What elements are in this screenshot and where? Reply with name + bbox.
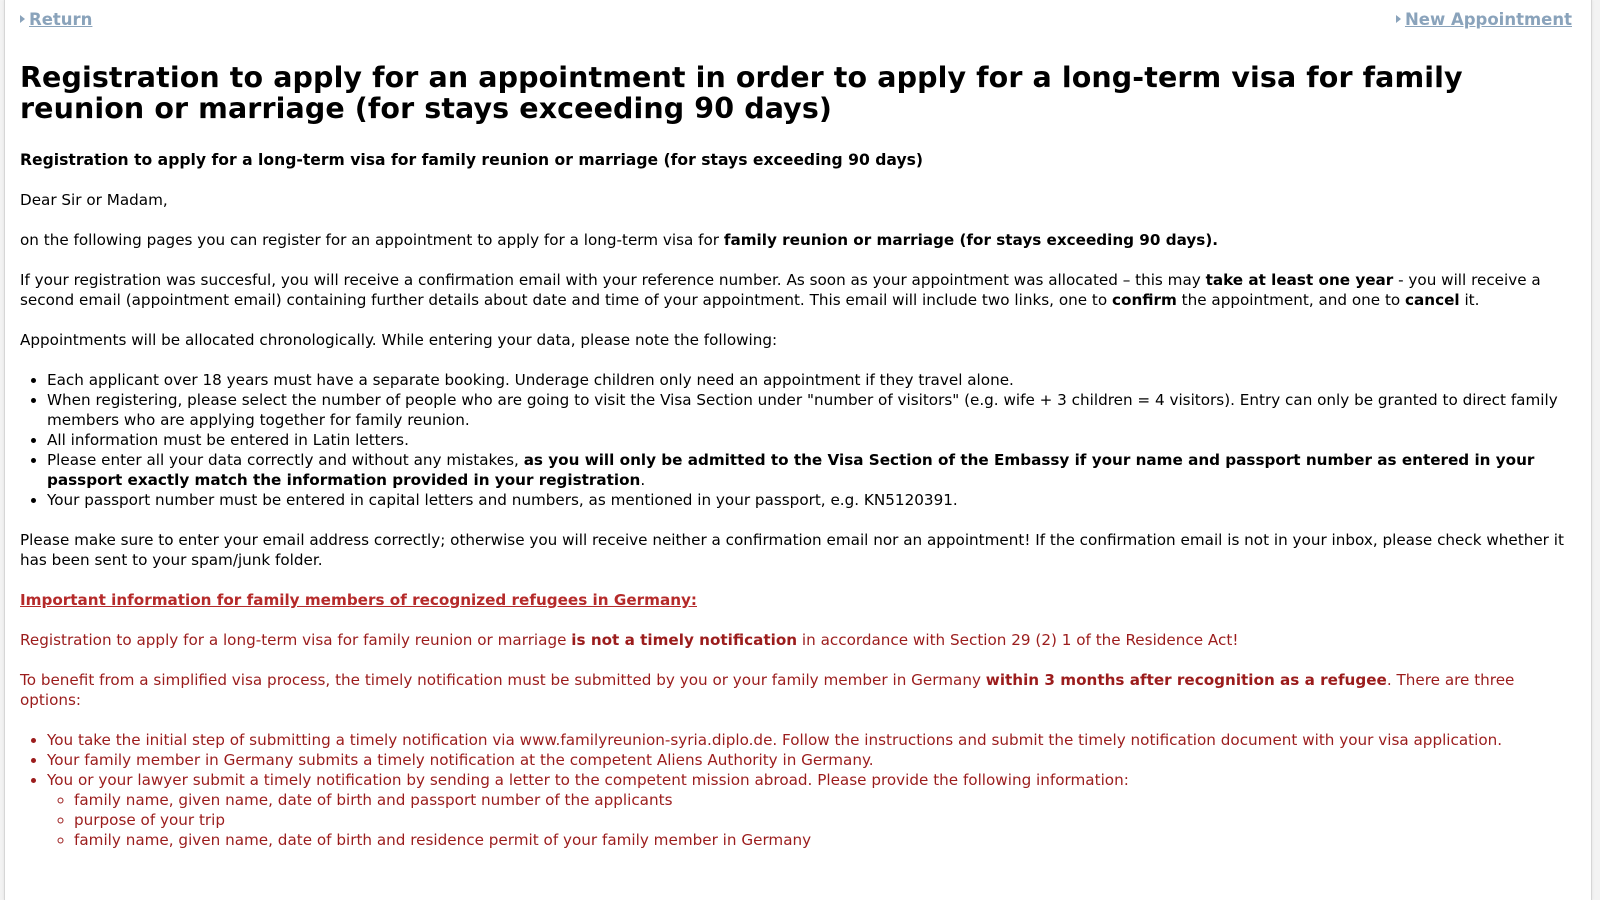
intro-paragraph bbox=[20, 230, 1572, 250]
page-subtitle: Registration to apply for a long-term visa for family reunion or marriage (for stays exceeding 90 days) bbox=[20, 151, 924, 169]
refugee-paragraph-2 bbox=[20, 670, 1572, 710]
refugee-p2-bold: within 3 months after recognition as a refugee bbox=[985, 671, 1387, 689]
confirmation-bold-3: cancel bbox=[1405, 291, 1460, 309]
list-item: • When registering, please select the number of people who are going to visit the Visa Section under "number of visitors" (e.g. wife + 3 children = 4 visitors). Entry can only be granted to direct family members who are applying together for family reunion. bbox=[47, 390, 1572, 430]
rule-4-text: Please enter all your data correctly and without any mistakes, bbox=[47, 451, 524, 469]
list-item: • Your passport number must be entered in capital letters and numbers, as mentioned in your passport, e.g. KN5120391. bbox=[47, 490, 1572, 510]
chronological-paragraph: Appointments will be allocated chronologically. While entering your data, please note the following: bbox=[20, 331, 778, 349]
triangle-right-icon bbox=[20, 15, 25, 23]
page-frame bbox=[4, 0, 1592, 900]
rules-list bbox=[20, 370, 1572, 510]
refugee-p1-text: Registration to apply for a long-term visa for family reunion or marriage bbox=[20, 631, 572, 649]
confirmation-paragraph bbox=[20, 270, 1572, 310]
confirmation-bold-1: take at least one year bbox=[1205, 271, 1394, 289]
list-item: ◦ purpose of your trip bbox=[74, 810, 1572, 830]
rule-4-bold: as you will only be admitted to the Visa Section of the Embassy if your name and passport number as entered in your passport exactly match the information provided in your registration bbox=[47, 451, 1535, 489]
list-item: • Your family member in Germany submits a timely notification at the competent Aliens Authority in Germany. bbox=[47, 750, 1572, 770]
top-navigation bbox=[20, 0, 1572, 42]
confirmation-text-1: If your registration was succesful, you will receive a confirmation email with your reference number. As soon as your appointment was allocated – this may bbox=[20, 271, 1206, 289]
option-3-text: You or your lawyer submit a timely notification by sending a letter to the competent mission abroad. Please provide the following information: bbox=[47, 771, 1129, 789]
list-item: ◦ family name, given name, date of birth and passport number of the applicants bbox=[74, 790, 1572, 810]
new-appointment-link-label: New Appointment bbox=[1404, 10, 1572, 29]
list-item: • All information must be entered in Latin letters. bbox=[47, 430, 1572, 450]
refugee-heading: Important information for family members of recognized refugees in Germany: bbox=[20, 591, 697, 609]
refugee-options-list bbox=[20, 730, 1572, 850]
salutation: Dear Sir or Madam, bbox=[20, 191, 168, 209]
confirmation-bold-2: confirm bbox=[1112, 291, 1177, 309]
intro-bold: family reunion or marriage (for stays exceeding 90 days). bbox=[723, 231, 1219, 249]
email-note-paragraph: Please make sure to enter your email address correctly; otherwise you will receive neither a confirmation email nor an appointment! If the confirmation email is not in your inbox, please check whether it has been sent to your spam/junk folder. bbox=[20, 531, 1564, 569]
confirmation-text-4: it. bbox=[1459, 291, 1480, 309]
rule-4-end: . bbox=[640, 471, 646, 489]
triangle-right-icon bbox=[1396, 15, 1401, 23]
return-link[interactable] bbox=[20, 10, 92, 30]
page-title: Registration to apply for an appointment in order to apply for a long-term visa for family reunion or marriage (for stays exceeding 90 days) bbox=[20, 61, 1463, 125]
list-item: ◦ family name, given name, date of birth and residence permit of your family member in Germany bbox=[74, 830, 1572, 850]
refugee-paragraph-1 bbox=[20, 630, 1572, 650]
refugee-p1-bold: is not a timely notification bbox=[571, 631, 798, 649]
list-item: • You take the initial step of submitting a timely notification via www.familyreunion-syria.diplo.de. Follow the instructions and submit the timely notification document with your visa application. bbox=[47, 730, 1572, 750]
intro-text: on the following pages you can register for an appointment to apply for a long-term visa for bbox=[20, 231, 724, 249]
list-item: • Each applicant over 18 years must have a separate booking. Underage children only need an appointment if they travel alone. bbox=[47, 370, 1572, 390]
confirmation-text-2: - you will receive a second email (appointment email) containing further details about date and time of your appointment. This email will include two links, one to bbox=[20, 271, 1541, 309]
list-item bbox=[47, 450, 1572, 490]
required-info-list bbox=[47, 790, 1572, 850]
return-link-label: Return bbox=[29, 10, 93, 29]
refugee-p1-end: in accordance with Section 29 (2) 1 of the Residence Act! bbox=[797, 631, 1239, 649]
refugee-p2-text: To benefit from a simplified visa process, the timely notification must be submitted by you or your family member in Germany bbox=[20, 671, 986, 689]
list-item bbox=[47, 770, 1572, 850]
new-appointment-link[interactable] bbox=[1396, 10, 1572, 30]
confirmation-text-3: the appointment, and one to bbox=[1176, 291, 1406, 309]
refugee-p2-end: . There are three options: bbox=[20, 671, 1515, 709]
main-content bbox=[20, 0, 1572, 850]
